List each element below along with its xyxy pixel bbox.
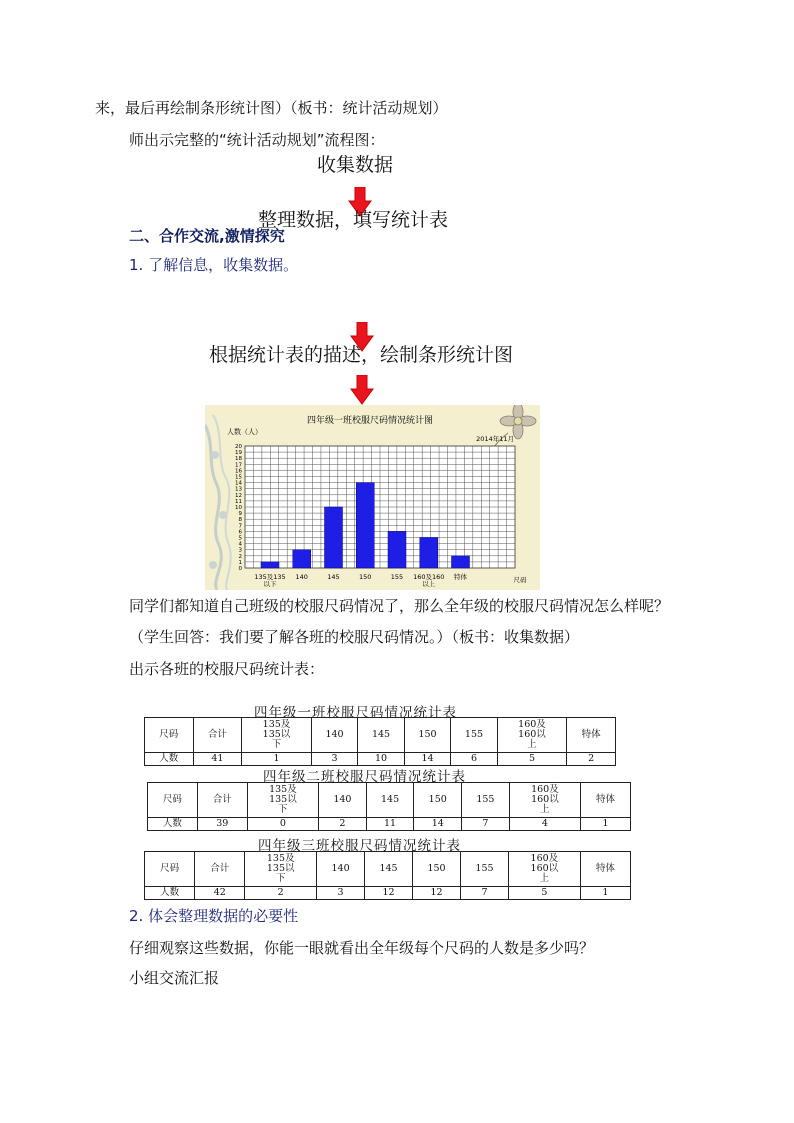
bar-5: [420, 538, 438, 569]
value-cell: 10: [358, 753, 404, 766]
value-cell: 7: [462, 818, 510, 831]
value-cell: 14: [404, 753, 450, 766]
value-cell: 12: [365, 887, 413, 900]
category-label: 140: [295, 573, 308, 581]
header-cell: 140: [317, 852, 365, 887]
value-cell: 0: [247, 818, 318, 831]
table-title-class2: 四年级二班校服尺码情况统计表: [263, 769, 466, 785]
bar-2: [325, 507, 343, 568]
ytick-label: 7: [238, 523, 242, 530]
category-label: 160及160: [413, 573, 445, 581]
category-label: 145: [327, 573, 340, 581]
ytick-label: 11: [235, 498, 242, 505]
floral-pattern-decoration: [205, 415, 231, 590]
header-cell: 特体: [580, 852, 630, 887]
value-cell: 7: [461, 887, 509, 900]
table-header-row: [145, 718, 616, 753]
chart-yticks: [235, 444, 243, 572]
row-label: 人数: [145, 753, 194, 766]
value-cell: 41: [193, 753, 242, 766]
ytick-label: 16: [235, 468, 242, 475]
header-cell: 合计: [195, 852, 245, 887]
chart-date: 2014年11月: [476, 435, 514, 443]
ytick-label: 14: [235, 480, 242, 487]
header-cell: 155: [461, 852, 509, 887]
ytick-label: 15: [235, 474, 242, 481]
ytick-label: 4: [238, 541, 242, 548]
ytick-label: 13: [235, 486, 242, 493]
header-cell: 尺码: [145, 852, 195, 887]
table-row: [148, 818, 631, 831]
header-cell: 尺码: [148, 783, 198, 818]
chart-categories: [254, 572, 467, 588]
header-cell: 合计: [193, 718, 242, 753]
header-cell: 合计: [197, 783, 247, 818]
value-cell: 1: [580, 887, 630, 900]
header-cell: 135及 135以 下: [247, 783, 318, 818]
table-title-class3: 四年级三班校服尺码情况统计表: [258, 838, 461, 854]
value-cell: 1: [242, 753, 312, 766]
value-cell: 14: [414, 818, 462, 831]
bar-0: [261, 562, 279, 568]
text-line-2: 师出示完整的“统计活动规划”流程图：: [129, 131, 385, 149]
bar-4: [388, 531, 406, 568]
size-table-class3: [144, 851, 631, 900]
bar-chart-panel: [205, 405, 540, 590]
ytick-label: 12: [235, 492, 242, 499]
value-cell: 2: [245, 887, 317, 900]
category-label: 135及135: [254, 573, 286, 581]
value-cell: 12: [413, 887, 461, 900]
header-cell: 135及 135以 下: [242, 718, 312, 753]
section-heading-2: 二、合作交流,激情探究: [129, 227, 285, 245]
category-label: 155: [390, 573, 404, 581]
chart-ylabel: 人数（人）: [227, 428, 262, 436]
ytick-label: 1: [238, 559, 242, 566]
header-cell: 155: [462, 783, 510, 818]
category-label: 以上: [422, 580, 436, 588]
size-table-class1: [144, 717, 616, 766]
row-label: 人数: [148, 818, 198, 831]
value-cell: 1: [581, 818, 631, 831]
value-cell: 3: [311, 753, 357, 766]
subheading-1: 1. 了解信息，收集数据。: [129, 256, 299, 274]
category-label: 150: [359, 573, 372, 581]
ytick-label: 2: [238, 553, 242, 560]
header-cell: 150: [413, 852, 461, 887]
value-cell: 42: [195, 887, 245, 900]
table-header-row: [148, 783, 631, 818]
header-cell: 145: [365, 852, 413, 887]
header-cell: 140: [319, 783, 367, 818]
chart-grid: [245, 446, 515, 568]
subheading-2: 2. 体会整理数据的必要性: [129, 907, 299, 925]
flow-step-draw: 根据统计表的描述，绘制条形统计图: [209, 344, 514, 366]
header-cell: 140: [311, 718, 357, 753]
category-label: 特体: [454, 573, 467, 581]
ytick-label: 17: [235, 462, 242, 469]
ytick-label: 5: [238, 535, 242, 542]
row-label: 人数: [145, 887, 195, 900]
table-row: [145, 753, 616, 766]
table-row: [145, 887, 631, 900]
value-cell: 2: [319, 818, 367, 831]
ytick-label: 0: [238, 566, 242, 572]
bar-1: [293, 550, 311, 568]
header-cell: 150: [414, 783, 462, 818]
show-tables-text: 出示各班的校服尺码统计表：: [129, 660, 325, 678]
header-cell: 150: [404, 718, 450, 753]
flow-step-collect: 收集数据: [317, 154, 394, 176]
header-cell: 特体: [581, 783, 631, 818]
ytick-label: 20: [235, 444, 242, 450]
value-cell: 6: [451, 753, 497, 766]
text-line-1: 来，最后再绘制条形统计图）（板书：统计活动规划）: [95, 99, 448, 117]
ytick-label: 6: [238, 529, 242, 536]
question-1: 同学们都知道自己班级的校服尺码情况了，那么全年级的校服尺码情况怎么样呢？: [129, 597, 670, 615]
value-cell: 39: [197, 818, 247, 831]
table-header-row: [145, 852, 631, 887]
bar-3: [356, 483, 374, 568]
header-cell: 160及 160以 上: [509, 783, 580, 818]
value-cell: 4: [509, 818, 580, 831]
ytick-label: 9: [238, 511, 242, 518]
bar-6: [452, 556, 470, 568]
size-table-class2: [147, 782, 631, 831]
value-cell: 3: [317, 887, 365, 900]
bar-chart: [205, 405, 540, 590]
header-cell: 160及 160以 上: [508, 852, 580, 887]
header-cell: 135及 135以 下: [245, 852, 317, 887]
chart-title: 四年级一班校服尺码情况统计图: [306, 416, 434, 426]
chart-xlabel: 尺码: [513, 576, 527, 584]
value-cell: 5: [497, 753, 567, 766]
value-cell: 11: [366, 818, 414, 831]
header-cell: 155: [451, 718, 497, 753]
header-cell: 160及 160以 上: [497, 718, 567, 753]
header-cell: 尺码: [145, 718, 194, 753]
ytick-label: 8: [238, 517, 242, 524]
category-label: 以下: [263, 580, 277, 588]
flow-step-organize: 整理数据，填写统计表: [258, 209, 449, 231]
group-report: 小组交流汇报: [129, 969, 220, 987]
value-cell: 5: [508, 887, 580, 900]
down-arrow-icon: [350, 375, 374, 405]
table-title-class1: 四年级一班校服尺码情况统计表: [254, 705, 457, 721]
header-cell: 145: [366, 783, 414, 818]
header-cell: 145: [358, 718, 404, 753]
ytick-label: 19: [235, 450, 242, 457]
ytick-label: 10: [235, 505, 242, 511]
answer-1: （学生回答：我们要了解各班的校服尺码情况。）（板书：收集数据）: [129, 628, 580, 646]
value-cell: 2: [567, 753, 616, 766]
ytick-label: 18: [235, 456, 242, 463]
header-cell: 特体: [567, 718, 616, 753]
question-2: 仔细观察这些数据，你能一眼就看出全年级每个尺码的人数是多少吗？: [129, 939, 595, 957]
ytick-label: 3: [238, 547, 242, 554]
